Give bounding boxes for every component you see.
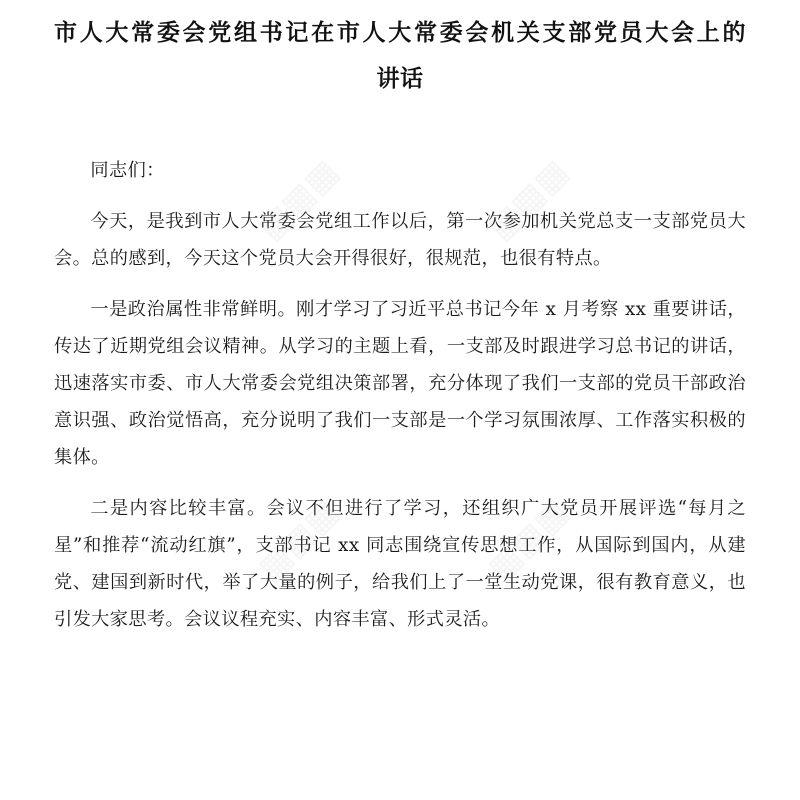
- paragraph-1: 今天，是我到市人大常委会党组工作以后，第一次参加机关党总支一支部党员大会。总的感到，今天这个党员大会开得很好，很规范，也很有特点。: [54, 211, 746, 269]
- watermark: ▦▦▦: [249, 151, 347, 249]
- title-line-1: 市人大常委会党组书记在市人大常委会机关支部党员大会上的: [54, 20, 746, 46]
- document-title: [54, 0, 746, 102]
- paragraph-2: 一是政治属性非常鲜明。刚才学习了习近平总书记今年 x 月考察 xx 重要讲话，传达了近期党组会议精神。从学习的主题上看，一支部及时跟进学习总书记的讲话，迅速落实市委、市人大常委会党组决策部署，充分体现了我们一支部的党员干部政治意识强、政治觉悟高，充分说明了我们一支部是一个学习氛围浓厚、工作落实积极的集体。: [54, 299, 746, 468]
- watermark: ▦▦▦: [479, 151, 577, 249]
- document-body: [54, 152, 746, 638]
- title-line-2: 讲话: [376, 66, 424, 92]
- salutation: 同志们：: [90, 160, 165, 181]
- paragraph-3: 二是内容比较丰富。会议不但进行了学习，还组织广大党员开展评选“每月之星”和推荐“流动红旗”，支部书记 xx 同志围绕宣传思想工作，从国际到国内，从建党、建国到新时代，举了大量的例子，给我们上了一堂生动党课，很有教育意义，也引发大家思考。会议议程充实、内容丰富、形式灵活。: [54, 498, 746, 630]
- watermark: ▦▦▦: [249, 491, 347, 589]
- watermark: ▦▦▦: [479, 491, 577, 589]
